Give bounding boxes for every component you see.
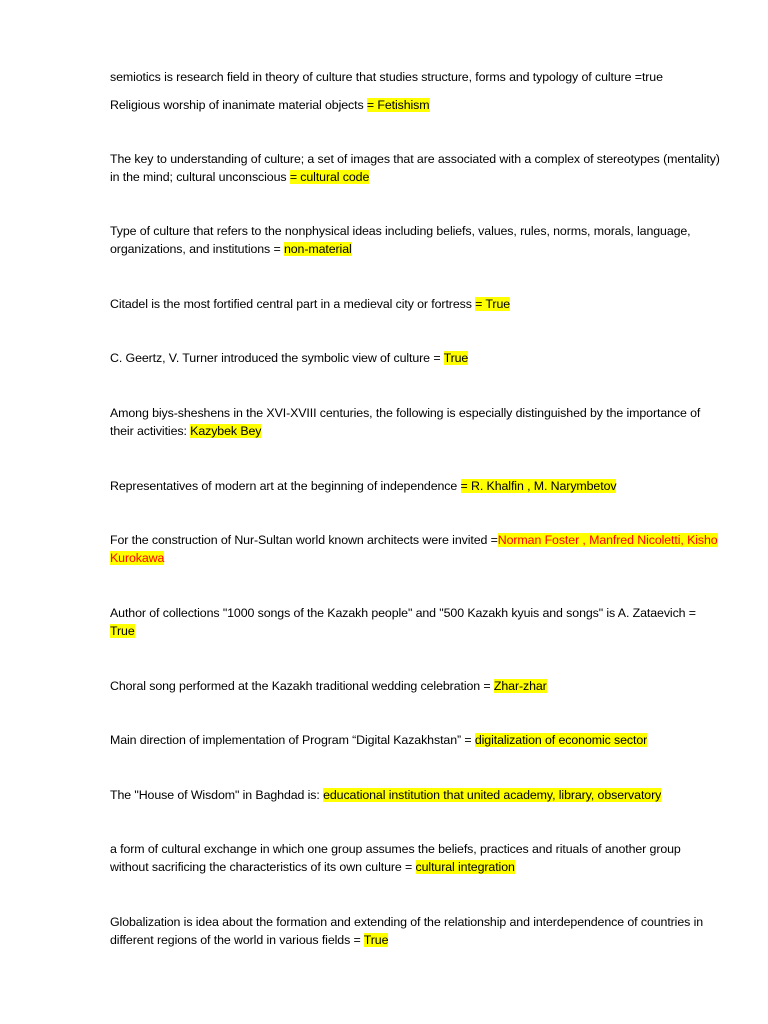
question-text: semiotics is research field in theory of culture that studies structure, forms and typology of culture =true	[110, 70, 663, 84]
highlighted-answer: = True	[475, 297, 511, 311]
question-text: Type of culture that refers to the nonphysical ideas including beliefs, values, rules, norms, morals, language, organizations, and institutions =	[110, 224, 691, 256]
highlighted-answer: True	[363, 933, 389, 947]
highlighted-answer: cultural integration	[415, 860, 515, 874]
qa-item-13	[110, 786, 730, 804]
qa-item-8	[110, 477, 720, 495]
qa-item-4	[110, 222, 720, 258]
question-text: The key to understanding of culture; a set of images that are associated with a complex of stereotypes (mentality) in the mind; cultural unconscious	[110, 152, 720, 184]
highlighted-answer: True	[443, 351, 469, 365]
question-text: Main direction of implementation of Program “Digital Kazakhstan” =	[110, 733, 475, 747]
question-text: a form of cultural exchange in which one group assumes the beliefs, practices and rituals of another group without sacrificing the characteristics of its own culture =	[110, 842, 681, 874]
highlighted-answer: educational institution that united academy, library, observatory	[323, 788, 662, 802]
question-text: Among biys-sheshens in the XVI-XVIII centuries, the following is especially distinguished by the importance of their activities:	[110, 406, 701, 438]
highlighted-answer: non-material	[283, 242, 352, 256]
question-text: The "House of Wisdom" in Baghdad is:	[110, 788, 324, 802]
question-text: For the construction of Nur-Sultan world known architects were invited =	[110, 533, 498, 547]
question-text: C. Geertz, V. Turner introduced the symbolic view of culture =	[110, 351, 444, 365]
highlighted-answer: = R. Khalfin , M. Narymbetov	[460, 479, 617, 493]
question-text: Author of collections "1000 songs of the Kazakh people" and "500 Kazakh kyuis and songs" is A. Zataevich =	[110, 606, 696, 620]
question-text: Representatives of modern art at the beginning of independence	[110, 479, 461, 493]
highlighted-answer: = cultural code	[289, 170, 370, 184]
qa-item-1	[110, 68, 730, 86]
question-text: Citadel is the most fortified central part in a medieval city or fortress	[110, 297, 476, 311]
question-text: Globalization is idea about the formation and extending of the relationship and interdependence of countries in different regions of the world in various fields =	[110, 915, 704, 947]
qa-item-12	[110, 731, 720, 749]
qa-item-15	[110, 913, 720, 949]
highlighted-answer: True	[110, 624, 135, 638]
highlighted-answer: Kazybek Bey	[190, 424, 262, 438]
qa-item-5	[110, 295, 720, 313]
qa-item-6	[110, 349, 720, 367]
qa-item-7	[110, 404, 720, 440]
question-text: Choral song performed at the Kazakh traditional wedding celebration =	[110, 679, 494, 693]
qa-item-9	[110, 531, 720, 567]
qa-item-10	[110, 604, 720, 640]
highlighted-answer: = Fetishism	[366, 98, 430, 112]
qa-item-2	[110, 96, 720, 114]
qa-item-14	[110, 840, 720, 876]
highlighted-answer: digitalization of economic sector	[474, 733, 648, 747]
highlighted-answer: Norman Foster , Manfred Nicoletti, Kisho Kurokawa	[110, 533, 718, 565]
question-text: Religious worship of inanimate material objects	[110, 98, 367, 112]
qa-item-3	[110, 150, 720, 186]
qa-item-11	[110, 677, 720, 695]
highlighted-answer: Zhar-zhar	[493, 679, 547, 693]
